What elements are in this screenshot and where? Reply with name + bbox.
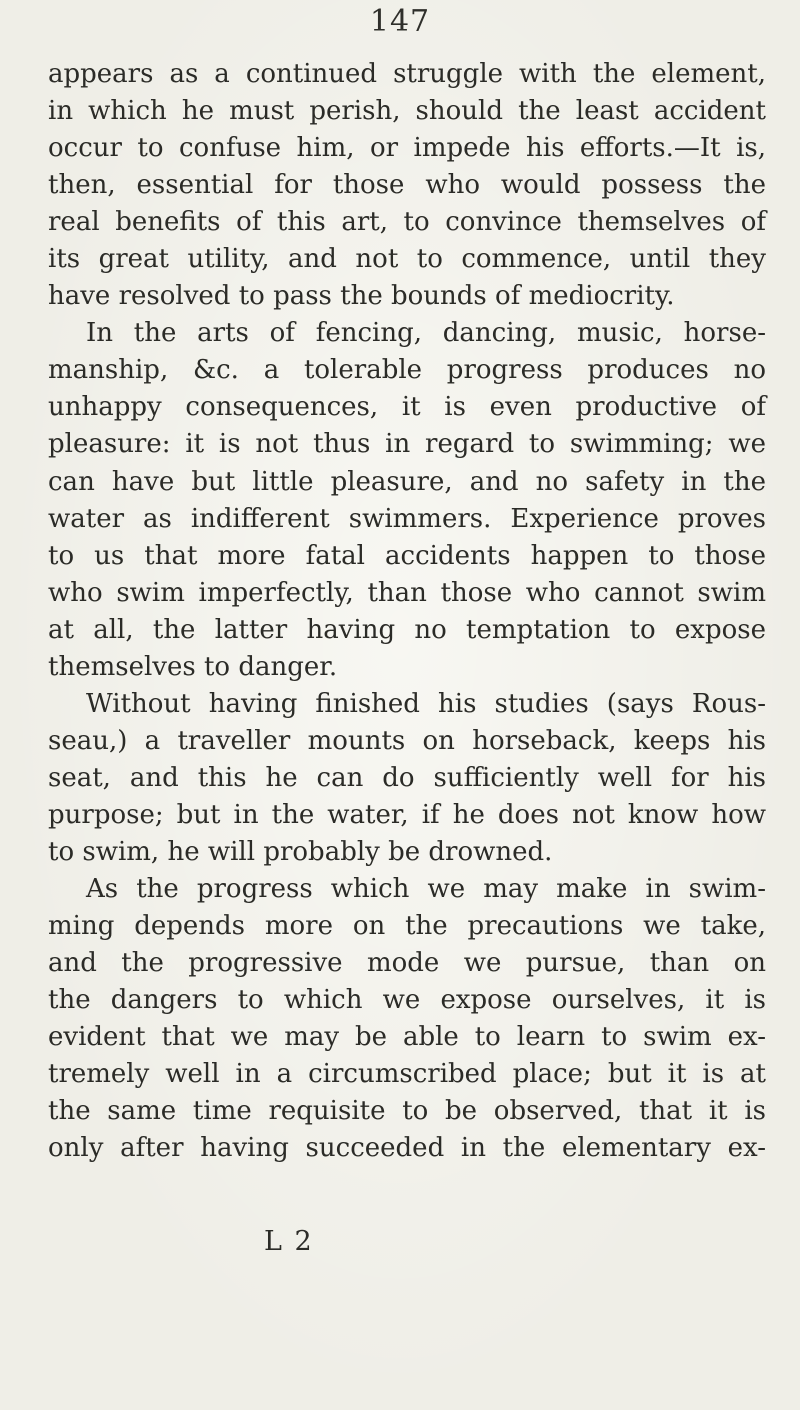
text-line: evident that we may be able to learn to swim ex-: [48, 1022, 766, 1053]
body-text: [48, 56, 766, 1167]
text-line: tremely well in a circumscribed place; but it is at: [48, 1059, 766, 1090]
text-line: unhappy consequences, it is even productive of: [48, 392, 766, 423]
text-line: themselves to danger.: [48, 651, 338, 682]
text-line: the dangers to which we expose ourselves, it is: [48, 985, 766, 1016]
paragraph-start-line: In the arts of fencing, dancing, music, horse-: [86, 318, 766, 349]
paragraph-start-line: Without having finished his studies (says Rous-: [86, 688, 766, 719]
text-line: to us that more fatal accidents happen to those: [48, 540, 766, 571]
text-line: seat, and this he can do sufficiently well for his: [48, 762, 766, 793]
text-line: real benefits of this art, to convince themselves of: [48, 207, 766, 238]
text-line: appears as a continued struggle with the element,: [48, 59, 766, 89]
signature-mark: L 2: [264, 1226, 314, 1257]
text-line: occur to confuse him, or impede his efforts.—It is,: [48, 133, 766, 164]
text-line: at all, the latter having no temptation to expose: [48, 614, 766, 645]
text-line: and the progressive mode we pursue, than on: [48, 948, 766, 979]
text-line: can have but little pleasure, and no safety in the: [48, 466, 766, 497]
text-line: only after having succeeded in the elementary ex-: [48, 1133, 766, 1164]
paragraph-start-line: As the progress which we may make in swim-: [86, 874, 766, 905]
text-line: its great utility, and not to commence, until they: [48, 244, 766, 275]
text-line: then, essential for those who would possess the: [48, 170, 766, 201]
text-line: ming depends more on the precautions we take,: [48, 911, 766, 942]
text-line: purpose; but in the water, if he does not know how: [48, 799, 766, 830]
text-line: have resolved to pass the bounds of mediocrity.: [48, 281, 675, 312]
text-line: the same time requisite to be observed, that it is: [48, 1096, 766, 1127]
text-line: to swim, he will probably be drowned.: [48, 836, 553, 867]
text-line: manship, &c. a tolerable progress produces no: [48, 355, 766, 386]
text-line: water as indifferent swimmers. Experience proves: [48, 503, 766, 534]
text-line: seau,) a traveller mounts on horseback, keeps his: [48, 725, 766, 756]
text-line: in which he must perish, should the least accident: [48, 96, 766, 127]
page-number: 147: [369, 4, 431, 39]
text-line: who swim imperfectly, than those who cannot swim: [48, 577, 766, 608]
text-line: pleasure: it is not thus in regard to swimming; we: [48, 429, 766, 460]
